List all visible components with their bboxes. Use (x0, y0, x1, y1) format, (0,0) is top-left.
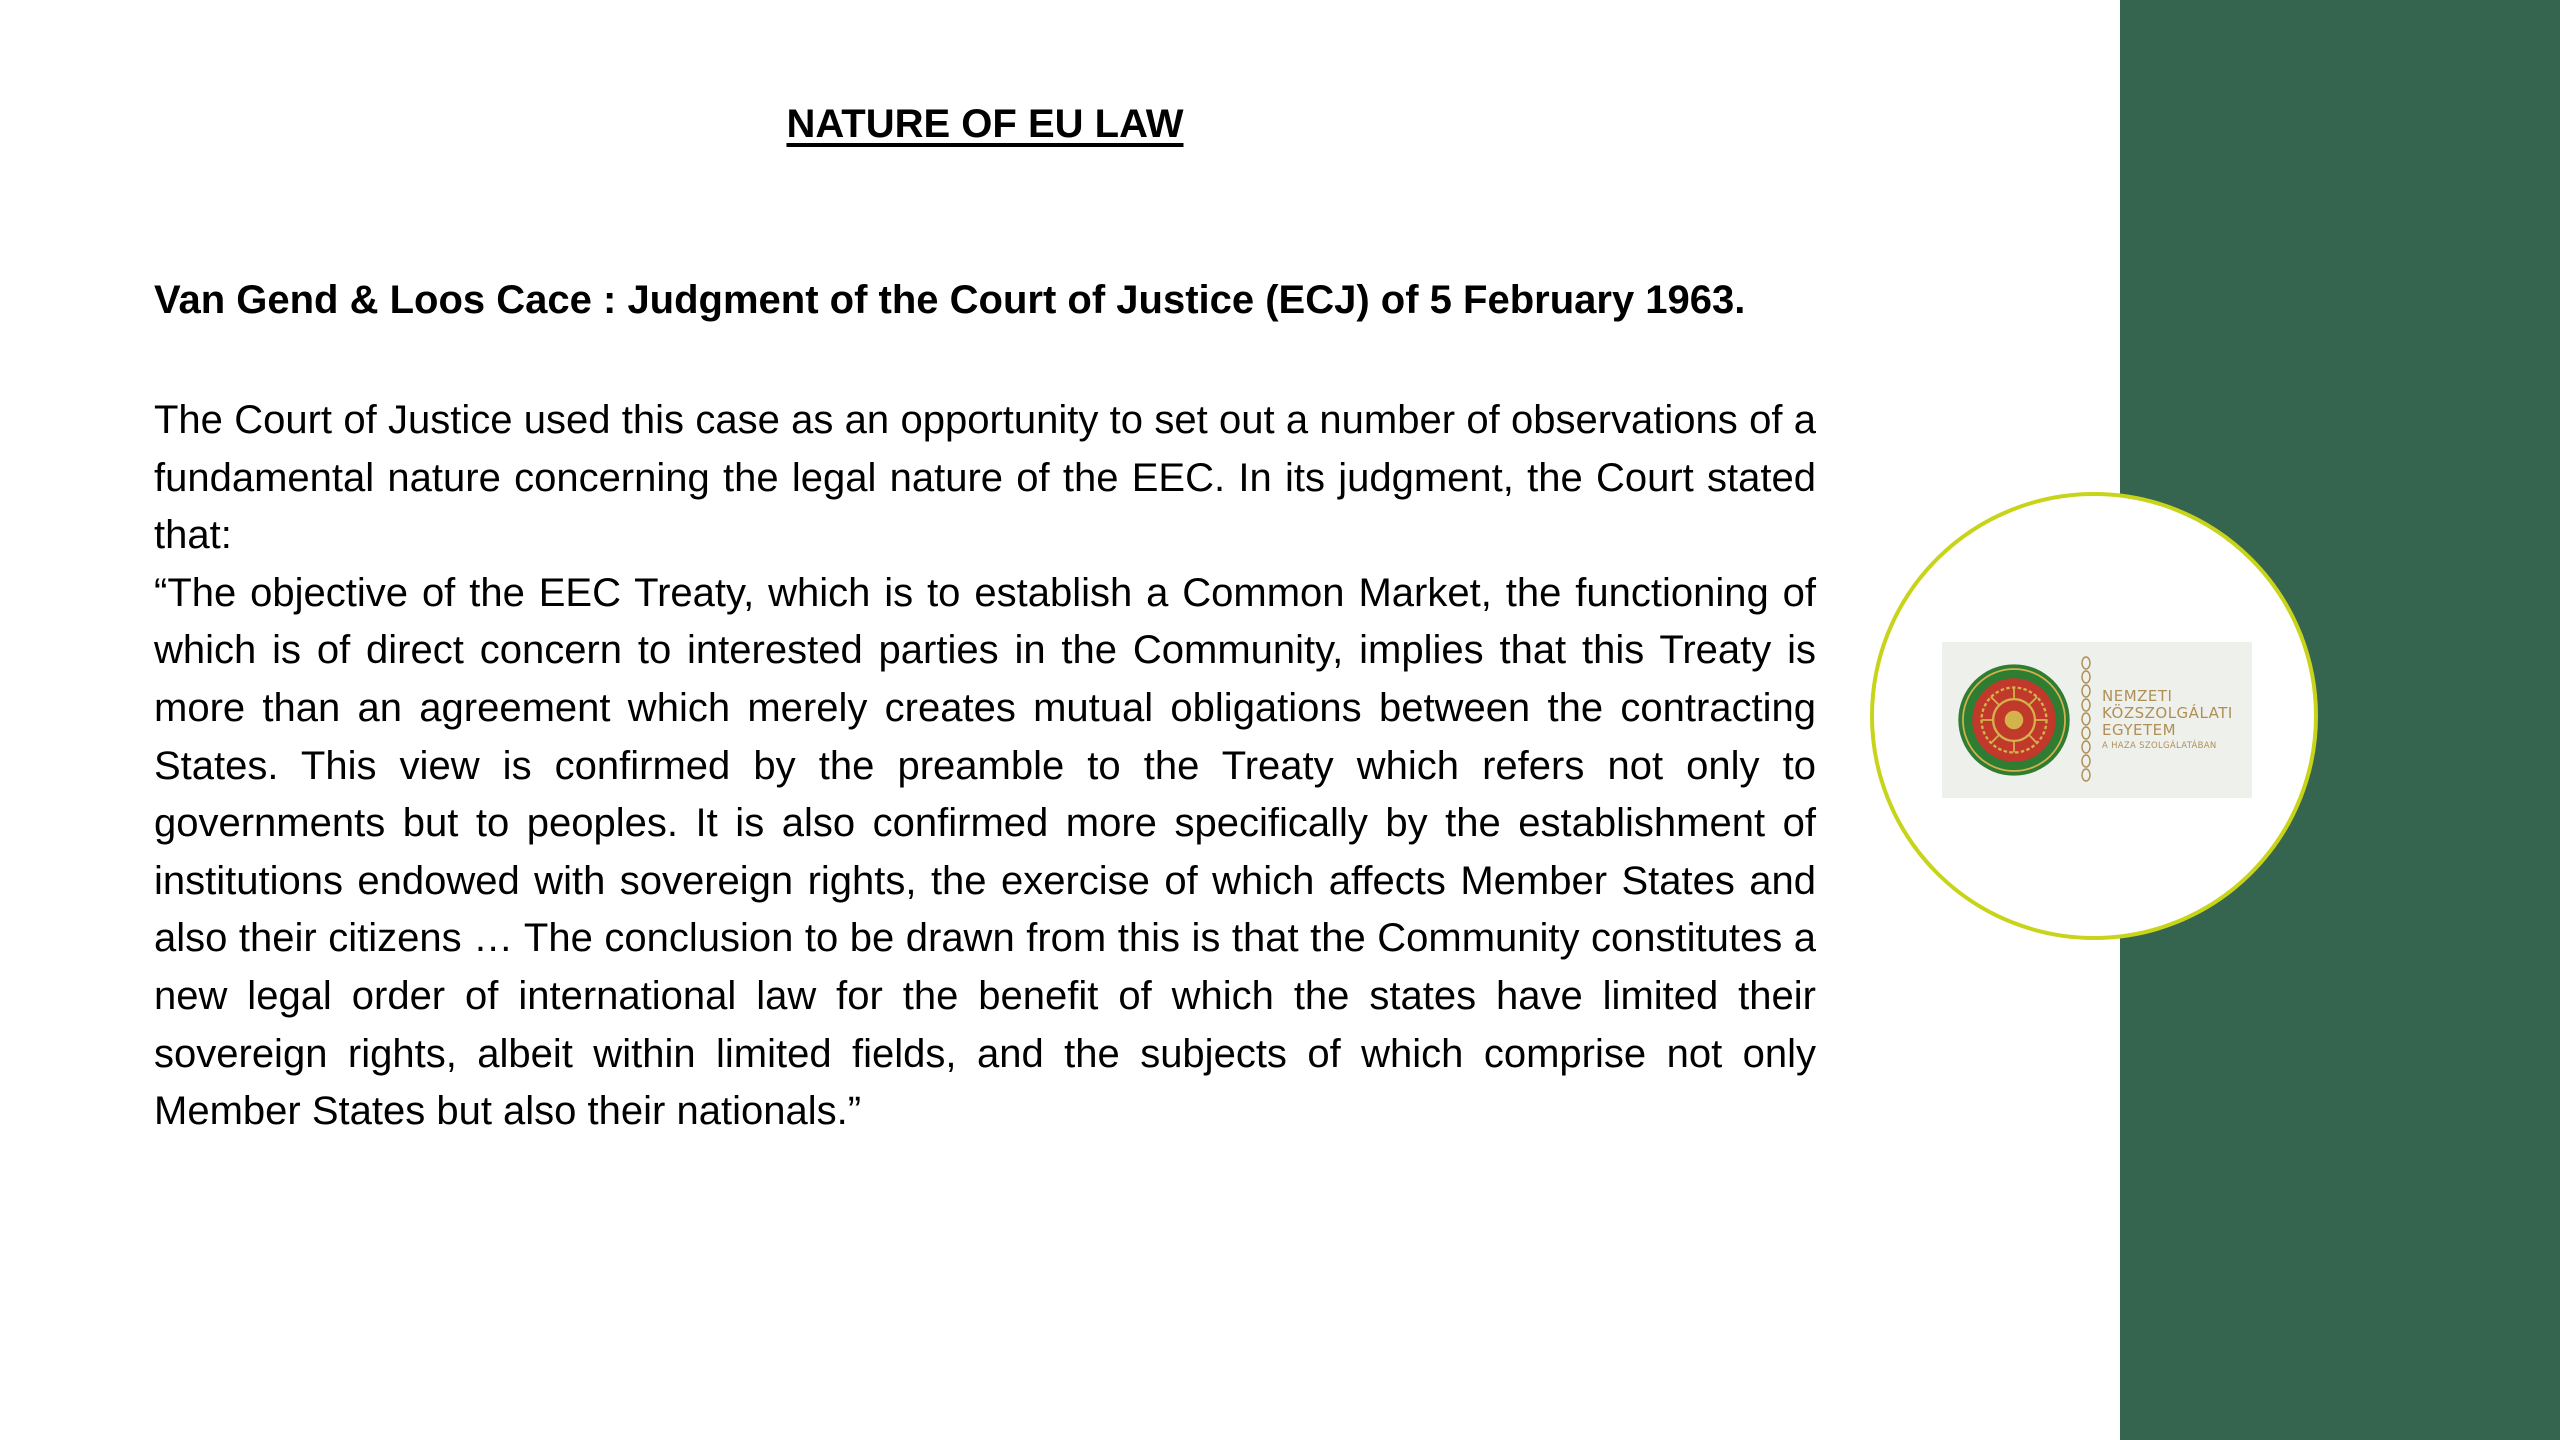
intro-paragraph: The Court of Justice used this case as an opportunity to set out a number of observations of a fundamental nature concerning the legal nature of the EEC. In its judgment, the Court stated that: (154, 398, 1816, 558)
case-heading: Van Gend & Loos Cace : Judgment of the Court of Justice (ECJ) of 5 February 1963. (154, 278, 1746, 322)
slide-title: NATURE OF EU LAW (786, 102, 1184, 146)
university-seal-icon (1956, 662, 2072, 778)
university-logo (1942, 642, 2252, 798)
logo-wordmark (2102, 688, 2233, 753)
logo-line-2: KÖZSZOLGÁLATI (2102, 703, 2233, 722)
logo-tagline: A HAZA SZOLGÁLATÁBAN (2102, 741, 2217, 752)
decorative-chain-icon (2080, 655, 2092, 785)
logo-line-3: EGYETEM (2102, 721, 2177, 740)
quote-paragraph: “The objective of the EEC Treaty, which is to establish a Common Market, the functioning of which is of direct concern to interested parties in the Community, implies that this Treaty is more than an agreement which merely creates mutual obligations between the contracting States. This view is confirmed by the preamble to the Treaty which refers not only to governments but to peoples. It is also confirmed more specifically by the establishment of institutions endowed with sovereign rights, the exercise of which affects Member States and also their citizens … The conclusion to be drawn from this is that the Community constitutes a new legal order of international law for the benefit of which the states have limited their sovereign rights, albeit within limited fields, and the subjects of which comprise not only Member States but also their nationals.” (154, 570, 1816, 1134)
logo-line-1: NEMZETI (2102, 686, 2173, 705)
body-text (154, 392, 1816, 1141)
